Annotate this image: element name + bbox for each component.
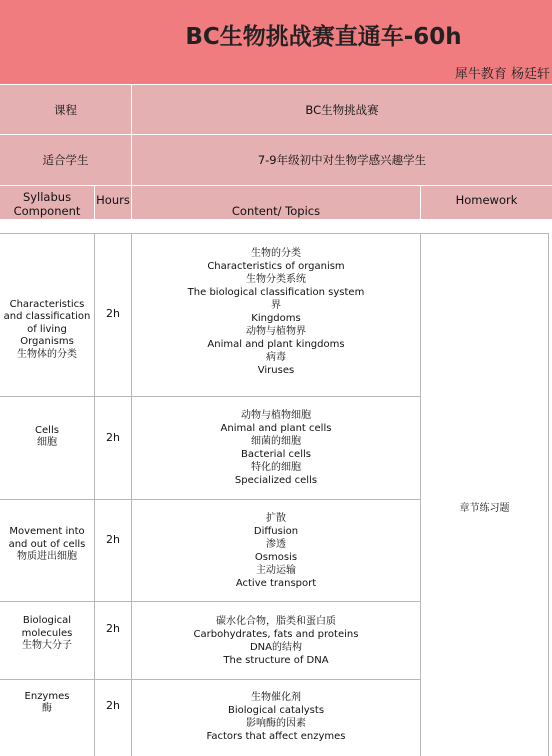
component-line: Enzymes — [24, 690, 70, 702]
table-row-hours: 2h — [106, 306, 120, 320]
column-header-homework: Homework — [455, 193, 518, 207]
topic-line: 碳水化合物，脂类和蛋白质 — [216, 616, 336, 627]
component-line: 生物体的分类 — [17, 348, 77, 360]
topic-line: Animal and plant kingdoms — [207, 339, 345, 350]
audience-label: 适合学生 — [42, 153, 89, 167]
column-header-component-line: Syllabus — [22, 190, 72, 204]
course-value: BC生物挑战赛 — [305, 102, 379, 117]
component-line: molecules — [21, 627, 73, 639]
divider — [0, 499, 420, 500]
component-line: 酶 — [42, 703, 52, 714]
topic-line: Kingdoms — [251, 313, 301, 324]
topic-line: 扩散 — [266, 513, 286, 524]
table-row-topics — [132, 690, 420, 744]
topic-line: 主动运输 — [256, 565, 296, 576]
table-border-top — [0, 233, 549, 234]
component-line: Biological — [22, 615, 72, 627]
topic-line: Animal and plant cells — [220, 423, 332, 434]
topic-line: Active transport — [235, 578, 317, 589]
topic-line: 界 — [271, 300, 281, 311]
component-line: 细胞 — [37, 437, 57, 448]
table-row-hours: 2h — [106, 532, 120, 546]
topic-line: Bacterial cells — [241, 449, 311, 460]
topic-line: 特化的细胞 — [251, 462, 301, 473]
table-row-component — [0, 690, 94, 716]
topic-line: Characteristics of organism — [207, 261, 345, 272]
table-row-component — [0, 290, 94, 370]
topic-line: 动物与植物细胞 — [241, 410, 311, 421]
component-line: and out of cells — [8, 538, 86, 550]
component-line: Movement into — [9, 526, 85, 538]
component-line: Organisms — [20, 336, 74, 348]
topic-line: Carbohydrates, fats and proteins — [193, 629, 359, 640]
title-banner-left — [0, 0, 95, 84]
divider — [548, 233, 549, 756]
component-line: 物质进出细胞 — [17, 551, 77, 563]
topic-line: 细菌的细胞 — [251, 436, 301, 447]
topic-line: Osmosis — [254, 552, 298, 563]
table-row-component — [0, 526, 94, 564]
table-row-topics — [132, 408, 420, 488]
author-label: 犀牛教育 杨廷轩 — [454, 67, 550, 82]
page-title: BC生物挑战赛直通车-60h — [185, 23, 462, 50]
component-line: Characteristics — [9, 298, 85, 310]
divider — [0, 679, 420, 680]
homework-cell: 章节练习题 — [459, 502, 510, 514]
table-row-topics — [132, 511, 420, 591]
table-row-component — [0, 615, 94, 653]
divider — [420, 233, 421, 756]
column-header-hours: Hours — [96, 193, 130, 207]
table-row-topics — [132, 614, 420, 668]
topic-line: DNA的结构 — [249, 642, 303, 653]
component-line: and classification — [3, 311, 91, 323]
topic-line: The structure of DNA — [223, 655, 329, 666]
divider — [0, 601, 420, 602]
component-line: of living — [27, 323, 67, 335]
topic-line: Viruses — [257, 365, 295, 376]
topic-line: The biological classification system — [187, 287, 365, 298]
component-line: 生物大分子 — [22, 640, 72, 652]
divider — [0, 396, 420, 397]
topic-line: Diffusion — [253, 526, 299, 537]
topic-line: Specialized cells — [234, 475, 318, 486]
topic-line: 病毒 — [266, 352, 286, 363]
topic-line: 动物与植物界 — [246, 326, 306, 337]
table-row-component — [0, 424, 94, 450]
topic-line: 生物的分类 — [251, 248, 301, 259]
column-header-component-line: Component — [13, 204, 81, 218]
audience-value: 7-9年级初中对生物学感兴趣学生 — [257, 153, 427, 167]
table-row-hours: 2h — [106, 698, 120, 712]
topic-line: Biological catalysts — [227, 705, 325, 716]
component-line: Cells — [35, 424, 59, 436]
table-row-hours: 2h — [106, 621, 120, 635]
topic-line: Factors that affect enzymes — [206, 731, 346, 742]
table-row-topics — [132, 246, 420, 378]
topic-line: 生物分类系统 — [246, 274, 306, 285]
topic-line: 影响酶的因素 — [246, 718, 306, 729]
topic-line: 生物催化剂 — [251, 692, 301, 703]
table-row-hours: 2h — [106, 430, 120, 444]
topic-line: 渗透 — [266, 539, 286, 550]
divider — [0, 185, 552, 186]
course-label: 课程 — [54, 102, 77, 117]
column-header-component — [0, 190, 94, 218]
column-header-content: Content/ Topics — [231, 204, 321, 218]
